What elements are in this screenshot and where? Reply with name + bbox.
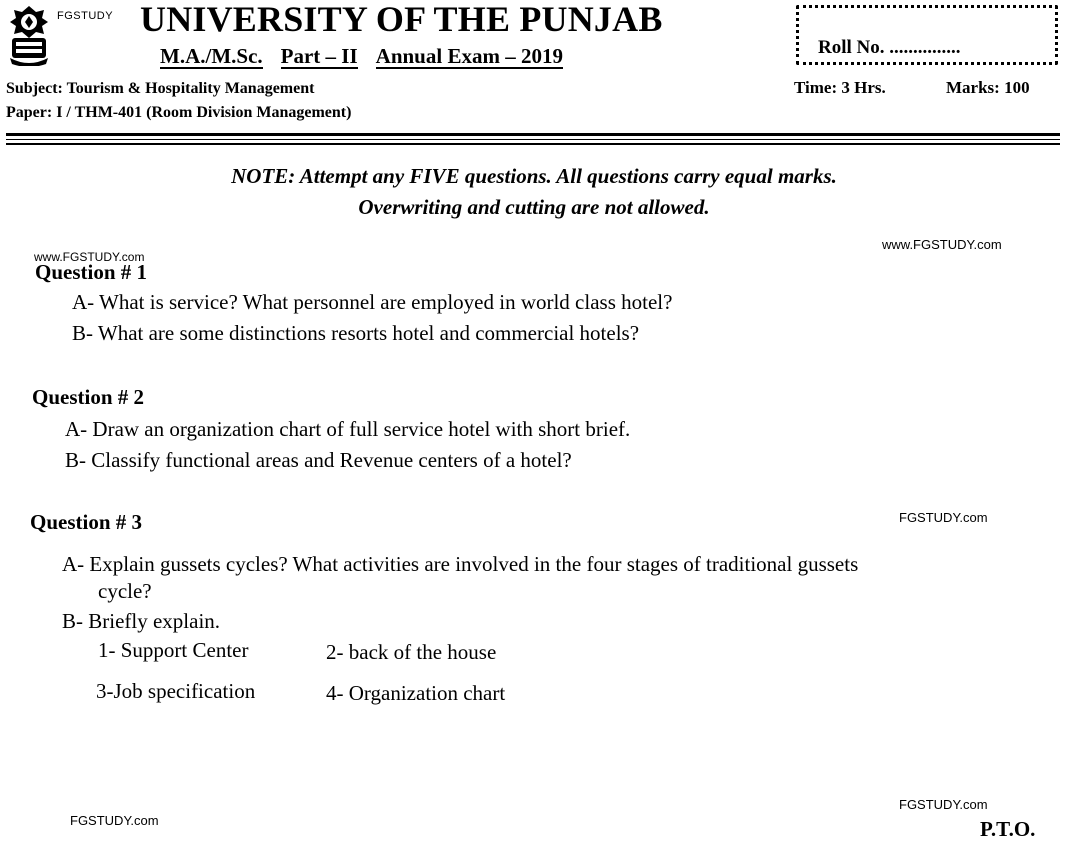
- please-turn-over: P.T.O.: [980, 817, 1036, 841]
- paper-line: Paper: I / THM-401 (Room Division Management): [6, 104, 352, 121]
- header-watermark: FGSTUDY: [57, 10, 114, 22]
- time-allowed: Time: 3 Hrs.: [794, 78, 886, 97]
- university-title: UNIVERSITY OF THE PUNJAB: [140, 0, 663, 39]
- question-2-part-b: B- Classify functional areas and Revenue centers of a hotel?: [65, 448, 572, 472]
- question-3-part-b: B- Briefly explain.: [62, 609, 221, 633]
- question-3-sub-3: 3-Job specification: [96, 679, 256, 703]
- total-marks: Marks: 100: [946, 78, 1030, 97]
- question-3-sub-4: 4- Organization chart: [326, 681, 506, 705]
- question-1-part-a: A- What is service? What personnel are employed in world class hotel?: [72, 290, 673, 314]
- subject-line: Subject: Tourism & Hospitality Management: [6, 80, 315, 97]
- header-rule-thick: [6, 133, 1060, 136]
- university-crest-logo: [6, 4, 52, 66]
- note-line-2: Overwriting and cutting are not allowed.: [358, 195, 710, 219]
- header-rule-bottom: [6, 143, 1060, 145]
- question-2-title: Question # 2: [32, 385, 145, 409]
- watermark-bottom-right: FGSTUDY.com: [899, 797, 988, 812]
- question-2-part-a: A- Draw an organization chart of full service hotel with short brief.: [65, 417, 631, 441]
- watermark-bottom-left: FGSTUDY.com: [70, 813, 159, 828]
- exam-year-label: Annual Exam – 2019: [375, 44, 563, 68]
- note-line-1: NOTE: Attempt any FIVE questions. All questions carry equal marks.: [231, 164, 837, 188]
- question-3-title: Question # 3: [30, 510, 143, 534]
- part-label: Part – II: [280, 44, 358, 68]
- header-rule-thin: [6, 139, 1060, 140]
- exam-line: [160, 44, 563, 69]
- question-3-part-a-continued: cycle?: [98, 579, 152, 603]
- degree-label: M.A./M.Sc.: [160, 44, 263, 68]
- question-3-sub-1: 1- Support Center: [98, 638, 249, 662]
- question-1-part-b: B- What are some distinctions resorts hotel and commercial hotels?: [72, 321, 640, 345]
- question-3-sub-2: 2- back of the house: [326, 640, 497, 664]
- roll-number-field: Roll No. ...............: [818, 37, 961, 58]
- watermark-right-top: www.FGSTUDY.com: [882, 237, 1002, 252]
- watermark-right-q3: FGSTUDY.com: [899, 510, 988, 525]
- watermark-q1: www.FGSTUDY.com: [34, 250, 145, 264]
- question-3-part-a: A- Explain gussets cycles? What activities are involved in the four stages of traditional gussets: [62, 552, 859, 576]
- question-1-title: Question # 1: [35, 260, 148, 284]
